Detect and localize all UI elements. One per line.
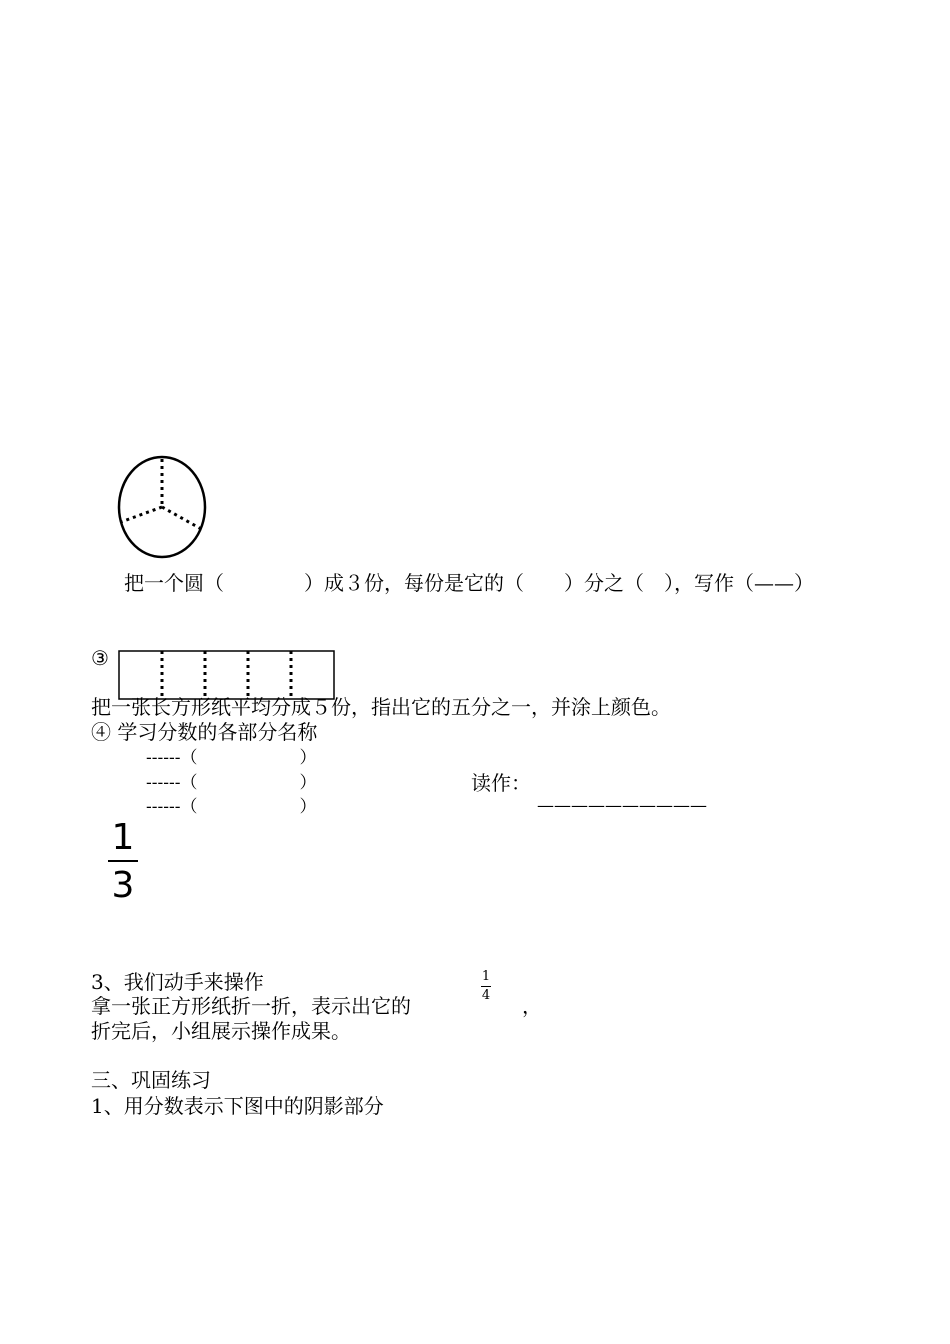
- circle-divider-left: [121, 507, 162, 522]
- practice-heading: 三、巩固练习: [91, 1068, 211, 1092]
- read-as-label: 读作：: [471, 771, 531, 795]
- big-fraction: [105, 818, 141, 906]
- small-fraction-bar: [481, 986, 491, 987]
- rectangle-outline: [119, 651, 334, 699]
- item-4-title: ④ 学习分数的各部分名称: [91, 720, 318, 744]
- rectangle-sentence: 把一张长方形纸平均分成５份，指出它的五分之一，并涂上颜色。: [91, 695, 671, 719]
- read-as-blank: ——————————: [537, 796, 707, 816]
- big-fraction-numerator: 1: [111, 817, 135, 858]
- name-row-3: ------（ ）: [146, 797, 317, 817]
- big-fraction-denominator: 3: [111, 865, 135, 906]
- name-row-1: ------（ ）: [146, 748, 317, 768]
- fold-instruction: 拿一张正方形纸折一折，表示出它的: [91, 994, 411, 1018]
- circle-divider-right: [162, 507, 203, 530]
- small-fraction: [478, 969, 494, 1004]
- section-3-title: 3、我们动手来操作: [91, 970, 264, 994]
- small-fraction-denominator: 4: [481, 988, 491, 1003]
- fold-comma: ，: [522, 994, 542, 1018]
- big-fraction-bar: [108, 860, 138, 862]
- show-results-line: 折完后，小组展示操作成果。: [91, 1019, 351, 1043]
- circle-sentence: 把一个圆（ ）成３份，每份是它的（ ）分之（ ），写作（——）: [124, 571, 814, 595]
- item-3-marker: ③: [91, 646, 109, 670]
- practice-question-1: 1、用分数表示下图中的阴影部分: [91, 1094, 384, 1118]
- name-row-2: ------（ ）: [146, 773, 317, 793]
- small-fraction-numerator: 1: [481, 969, 491, 984]
